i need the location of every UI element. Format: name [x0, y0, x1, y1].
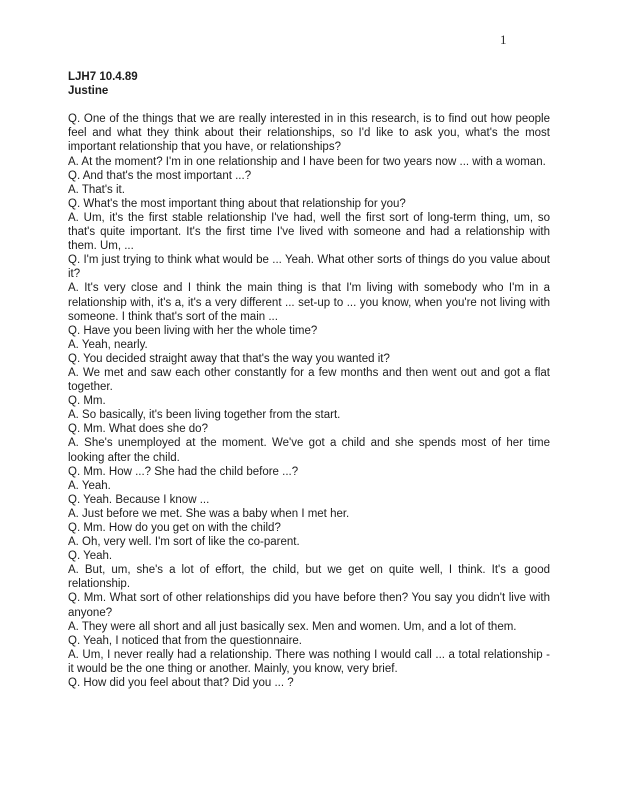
- transcript-turn: A. So basically, it's been living together from the start.: [68, 409, 341, 422]
- transcript-turn: A. Um, it's the first stable relationship I've had, well the first sort of long-term thing, um, so that's quite important. It's the first time I've lived with someone and had a relationship with them. Um, ...: [68, 211, 550, 253]
- transcript-turn: Q. Mm. How ...? She had the child before ...?: [68, 465, 299, 478]
- transcript-turn: Q. Yeah, I noticed that from the questionnaire.: [68, 634, 302, 647]
- transcript-turn: Q. Mm. What sort of other relationships did you have before then? You say you didn't live with anyone?: [68, 592, 550, 619]
- transcript-turn: A. Oh, very well. I'm sort of like the co-parent.: [68, 536, 300, 549]
- transcript-turn: A. She's unemployed at the moment. We've got a child and she spends most of her time looking after the child.: [68, 437, 550, 464]
- session-id: LJH7 10.4.89: [68, 71, 138, 83]
- transcript-turn: A. We met and saw each other constantly for a few months and then went out and got a flat together.: [68, 366, 550, 394]
- transcript-turn: Q. Mm.: [68, 395, 106, 408]
- page-content: [68, 70, 550, 690]
- transcript-turn: Q. And that's the most important ...?: [68, 169, 252, 182]
- transcript-turn: A. They were all short and all just basically sex. Men and women. Um, and a lot of them.: [68, 620, 517, 633]
- transcript-turn: Q. Have you been living with her the whole time?: [68, 324, 318, 337]
- transcript-turn: Q. How did you feel about that? Did you ... ?: [68, 677, 294, 690]
- transcript-turn: A. But, um, she's a lot of effort, the child, but we get on quite well, I think. It's a good relationship.: [68, 564, 550, 591]
- transcript-turn: Q. You decided straight away that that's the way you wanted it?: [68, 352, 390, 365]
- participant-name: Justine: [68, 85, 109, 98]
- transcript-turn: A. Um, I never really had a relationship. There was nothing I would call ... a total relationship - it would be the one thing or another. Mainly, you know, very brief.: [68, 648, 550, 675]
- transcript-turn: Q. I'm just trying to think what would be ... Yeah. What other sorts of things do you value about it?: [68, 254, 550, 281]
- transcript-turn: Q. Mm. What does she do?: [68, 423, 208, 436]
- document-header: [68, 70, 550, 98]
- transcript-turn: A. Just before we met. She was a baby when I met her.: [68, 507, 350, 520]
- transcript-turn: Q. One of the things that we are really interested in in this research, is to find out how people feel and what they think about their relationships, so I'd like to ask you, what's the most important relationship that you have, or relationships?: [68, 113, 550, 154]
- transcript-turn: Q. Yeah.: [68, 550, 113, 563]
- header-gap: [68, 98, 550, 112]
- transcript-turn: A. At the moment? I'm in one relationship and I have been for two years now ... with a woman.: [68, 155, 546, 168]
- transcript-turn: Q. Yeah. Because I know ...: [68, 493, 210, 506]
- transcript-turn: A. It's very close and I think the main thing is that I'm living with somebody who I'm in a relationship with, it's a, it's a very different ... set-up to ... you know, when you're not living with someone. I think that's sort of the main ...: [68, 282, 550, 323]
- transcript-turn: A. That's it.: [68, 183, 125, 196]
- transcript-turn: Q. What's the most important thing about that relationship for you?: [68, 197, 406, 210]
- transcript-turn: A. Yeah, nearly.: [68, 338, 148, 351]
- transcript-turn: A. Yeah.: [68, 479, 111, 492]
- transcript: [68, 112, 550, 690]
- transcript-turn: Q. Mm. How do you get on with the child?: [68, 522, 281, 534]
- page-number: 1: [500, 32, 507, 47]
